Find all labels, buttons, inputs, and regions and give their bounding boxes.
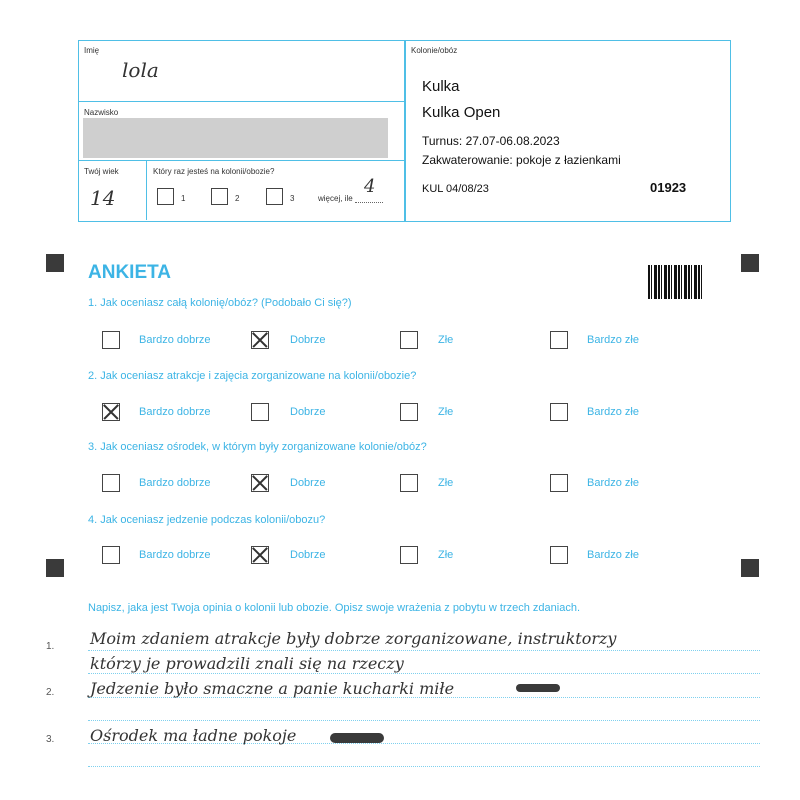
wiecej-value[interactable]: 4 xyxy=(364,176,376,197)
registration-marker xyxy=(46,254,64,272)
question-3-option-2-checkbox[interactable] xyxy=(251,474,269,492)
question-1-option-3-checkbox[interactable] xyxy=(400,331,418,349)
question-4-option-1-label: Bardzo dobrze xyxy=(139,549,211,561)
turnus: Turnus: 27.07-06.08.2023 xyxy=(422,134,560,148)
opinion-line-3[interactable]: Jedzenie było smaczne a panie kucharki miłe xyxy=(90,679,455,698)
divider xyxy=(146,160,147,220)
visit-option-3-label: 3 xyxy=(290,194,295,203)
question-3-option-4-label: Bardzo złe xyxy=(587,477,639,489)
visit-option-3-checkbox[interactable] xyxy=(266,188,283,205)
imie-label: Imię xyxy=(84,46,100,55)
writing-line xyxy=(88,720,760,721)
wiecej-dots xyxy=(355,202,383,203)
question-4-option-3-label: Złe xyxy=(438,549,454,561)
question-2-option-2-checkbox[interactable] xyxy=(251,403,269,421)
question-4-option-3-checkbox[interactable] xyxy=(400,546,418,564)
question-1-option-4-checkbox[interactable] xyxy=(550,331,568,349)
question-2-option-4-label: Bardzo złe xyxy=(587,406,639,418)
question-1-option-2-label: Dobrze xyxy=(290,334,326,346)
registration-marker xyxy=(741,559,759,577)
question-3-option-1-checkbox[interactable] xyxy=(102,474,120,492)
question-1-option-4-label: Bardzo złe xyxy=(587,334,639,346)
kolonie-label: Kolonie/obóz xyxy=(411,46,458,55)
wiek-label: Twój wiek xyxy=(84,167,119,176)
opinion-line-4[interactable]: Ośrodek ma ładne pokoje xyxy=(90,726,297,745)
imie-value[interactable]: lola xyxy=(122,58,159,82)
question-2-option-1-checkbox[interactable] xyxy=(102,403,120,421)
wiecej-label: więcej, ile xyxy=(318,194,353,203)
wiek-value[interactable]: 14 xyxy=(90,186,116,210)
barcode xyxy=(648,265,704,299)
writing-line xyxy=(88,766,760,767)
question-4-text: 4. Jak oceniasz jedzenie podczas kolonii/obozu? xyxy=(88,514,326,526)
visit-option-2-label: 2 xyxy=(235,194,240,203)
divider xyxy=(78,160,405,161)
question-2-option-3-label: Złe xyxy=(438,406,454,418)
line-number-1: 1. xyxy=(46,641,55,652)
camp-sub: Kulka Open xyxy=(422,104,501,121)
line-number-2: 2. xyxy=(46,687,55,698)
camp-name: Kulka xyxy=(422,78,460,95)
question-3-option-1-label: Bardzo dobrze xyxy=(139,477,211,489)
divider xyxy=(78,101,405,102)
zakwaterowanie: Zakwaterowanie: pokoje z łazienkami xyxy=(422,153,621,167)
question-4-option-1-checkbox[interactable] xyxy=(102,546,120,564)
question-2-option-2-label: Dobrze xyxy=(290,406,326,418)
question-1-option-3-label: Złe xyxy=(438,334,454,346)
question-1-option-1-label: Bardzo dobrze xyxy=(139,334,211,346)
scribble xyxy=(330,733,384,743)
writing-line xyxy=(88,650,760,651)
question-3-text: 3. Jak oceniasz ośrodek, w którym były zorganizowane kolonie/obóz? xyxy=(88,441,427,453)
scribble xyxy=(516,684,560,692)
visit-option-2-checkbox[interactable] xyxy=(211,188,228,205)
question-2-text: 2. Jak oceniasz atrakcje i zajęcia zorganizowane na kolonii/obozie? xyxy=(88,370,417,382)
survey-title: ANKIETA xyxy=(88,262,172,283)
visit-option-1-checkbox[interactable] xyxy=(157,188,174,205)
opinion-prompt: Napisz, jaka jest Twoja opinia o kolonii lub obozie. Opisz swoje wrażenia z pobytu w trzech zdaniach. xyxy=(88,602,580,614)
registration-marker xyxy=(741,254,759,272)
opinion-line-1[interactable]: Moim zdaniem atrakcje były dobrze zorganizowane, instruktorzy xyxy=(90,629,617,648)
question-2-option-1-label: Bardzo dobrze xyxy=(139,406,211,418)
question-2-option-4-checkbox[interactable] xyxy=(550,403,568,421)
question-3-option-2-label: Dobrze xyxy=(290,477,326,489)
visit-option-1-label: 1 xyxy=(181,194,186,203)
question-1-option-1-checkbox[interactable] xyxy=(102,331,120,349)
writing-line xyxy=(88,673,760,674)
line-number-3: 3. xyxy=(46,734,55,745)
nazwisko-label: Nazwisko xyxy=(84,108,119,117)
question-4-option-2-label: Dobrze xyxy=(290,549,326,561)
question-4-option-4-checkbox[interactable] xyxy=(550,546,568,564)
question-3-option-3-checkbox[interactable] xyxy=(400,474,418,492)
question-3-option-3-label: Złe xyxy=(438,477,454,489)
question-1-option-2-checkbox[interactable] xyxy=(251,331,269,349)
opinion-line-2[interactable]: którzy je prowadzili znali się na rzeczy xyxy=(90,654,404,673)
form-number: 01923 xyxy=(650,180,687,195)
registration-marker xyxy=(46,559,64,577)
question-1-text: 1. Jak oceniasz całą kolonię/obóz? (Podobało Ci się?) xyxy=(88,297,352,309)
question-4-option-2-checkbox[interactable] xyxy=(251,546,269,564)
camp-code: KUL 04/08/23 xyxy=(422,183,489,195)
question-4-option-4-label: Bardzo złe xyxy=(587,549,639,561)
question-2-option-3-checkbox[interactable] xyxy=(400,403,418,421)
redacted-surname xyxy=(83,118,388,158)
question-3-option-4-checkbox[interactable] xyxy=(550,474,568,492)
ktory-raz-label: Który raz jesteś na kolonii/obozie? xyxy=(153,167,275,176)
